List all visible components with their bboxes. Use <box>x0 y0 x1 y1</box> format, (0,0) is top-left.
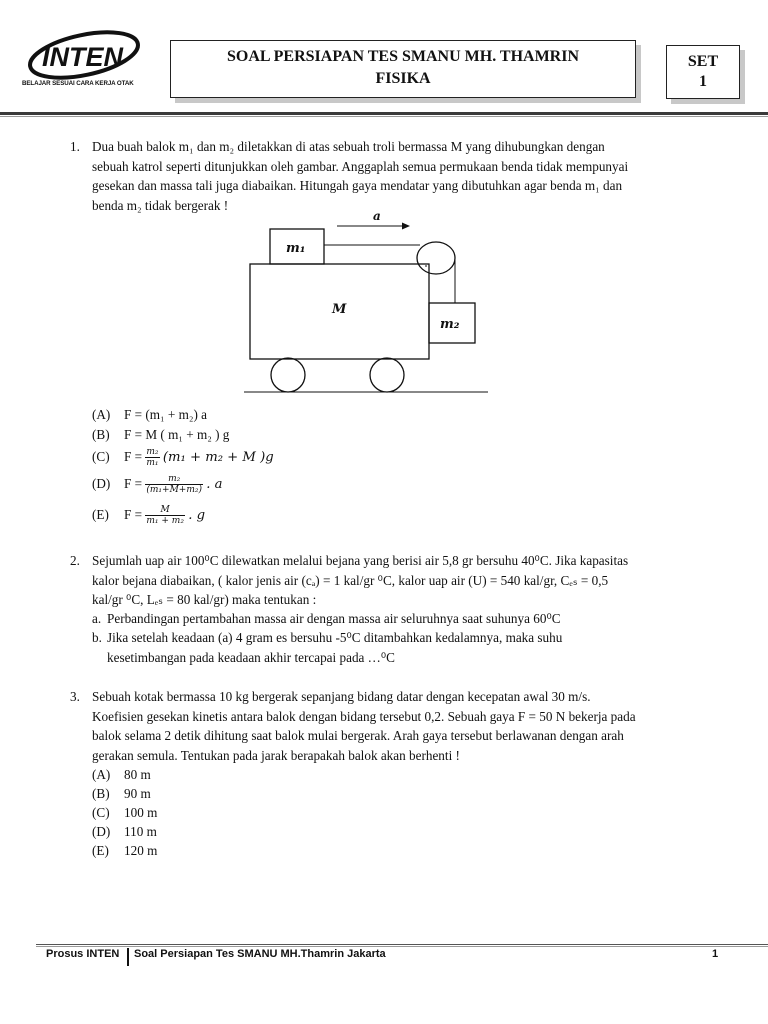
set-number: 1 <box>699 73 707 90</box>
question-text-line: sebuah katrol seperti ditunjukkan oleh gambar. Anggaplah semua permukaan benda tidak mempunyai <box>92 158 629 174</box>
option-d <box>92 474 223 495</box>
option-prefix: F = <box>124 507 143 522</box>
option-label: (A) <box>92 767 111 782</box>
option-text: 110 m <box>124 824 157 839</box>
option-prefix: F = <box>124 476 143 491</box>
logo-text: INTEN <box>42 42 123 72</box>
page-header <box>0 0 768 118</box>
option-label: (C) <box>92 449 110 464</box>
label-m2: m₂ <box>440 317 460 332</box>
option-text: 100 m <box>124 805 158 820</box>
option-fraction <box>145 505 185 526</box>
question-text-line: Dua buah balok m₁ dan m₂ diletakkan di atas sebuah troli bermassa M yang dihubungkan dengan <box>92 139 605 154</box>
option-c <box>92 803 157 823</box>
set-box <box>666 45 740 99</box>
option-c <box>92 447 274 468</box>
option-label: (A) <box>92 407 111 422</box>
option-text: 90 m <box>124 786 151 801</box>
sub-item-text: Perbandingan pertambahan massa air dengan massa air seluruhnya saat suhunya 60⁰C <box>107 611 561 626</box>
fraction-numerator: m₂ <box>145 474 203 485</box>
option-text: 80 m <box>124 767 151 782</box>
question-text-line: gerakan semula. Tentukan pada jarak berapakah balok akan berhenti ! <box>92 747 460 763</box>
option-a <box>92 405 207 425</box>
label-acceleration: a <box>373 209 381 223</box>
option-prefix: F = <box>124 449 143 464</box>
question-text-line: Sejumlah uap air 100⁰C dilewatkan melalui bejana yang berisi air 5,8 gr bersuhu 40⁰C. Jika kapasitas <box>92 553 629 568</box>
sub-item-label: a. <box>92 611 102 626</box>
label-M: M <box>332 302 347 317</box>
option-d <box>92 822 157 842</box>
footer-separator <box>127 948 129 966</box>
option-b <box>92 784 151 804</box>
fraction-denominator: m₁ + m₂ <box>146 516 184 527</box>
option-label: (B) <box>92 786 110 801</box>
header-rule <box>0 112 768 115</box>
question-number: 2. <box>70 553 80 568</box>
option-fraction <box>145 474 203 495</box>
question-text-line: benda m₂ tidak bergerak ! <box>92 197 229 213</box>
question-text-line: Sebuah kotak bermassa 10 kg bergerak sepanjang bidang datar dengan kecepatan awal 30 m/s. <box>92 689 591 704</box>
question-text-line: gesekan dan massa tali juga diabaikan. Hitungah gaya mendatar yang dibutuhkan agar benda m₁ dan <box>92 178 623 193</box>
fraction-denominator: (m₁+M+m₂) <box>146 485 202 496</box>
question-text-line: balok selama 2 detik dihitung saat balok mulai bergerak. Arah gaya tersebut berlawanan dengan arah <box>92 728 624 743</box>
footer-rule-thin <box>36 946 768 947</box>
option-text: F = (m₁ + m₂) a <box>124 407 208 422</box>
option-label: (D) <box>92 476 111 491</box>
option-e <box>92 841 157 861</box>
option-label: (E) <box>92 843 109 858</box>
sub-item-text: kesetimbangan pada keadaan akhir tercapai pada …⁰C <box>107 649 395 665</box>
option-label: (C) <box>92 805 110 820</box>
logo-tagline: BELAJAR SESUAI CARA KERJA OTAK <box>22 80 134 87</box>
fraction-denominator: m₁ <box>146 458 159 469</box>
sub-item-label: b. <box>92 630 102 645</box>
question-text-line: Koefisien gesekan kinetis antara balok dengan bidang tersebut 0,2. Sebuah gaya F = 50 N bekerja pada <box>92 708 636 724</box>
option-label: (E) <box>92 507 109 522</box>
option-expression: . a <box>206 477 223 492</box>
document-title: SOAL PERSIAPAN TES SMANU MH. THAMRIN <box>226 48 580 65</box>
question-text-line: kalor bejana diabaikan, ( kalor jenis air (cₐ) = 1 kal/gr ⁰C, kalor uap air (U) = 540 kal/gr, Cₑₛ = 0,5 <box>92 572 609 588</box>
footer-center: Soal Persiapan Tes SMANU MH.Thamrin Jakarta <box>134 948 386 960</box>
document-subject: FISIKA <box>375 70 431 87</box>
fraction-numerator: m₂ <box>146 447 159 458</box>
option-e <box>92 505 205 526</box>
page-number: 1 <box>712 948 719 960</box>
set-label: SET <box>687 53 719 70</box>
option-text: 120 m <box>124 843 158 858</box>
inten-logo <box>22 30 152 102</box>
option-label: (B) <box>92 427 110 442</box>
trolley-pulley-diagram <box>240 205 500 400</box>
fraction-numerator: M <box>145 505 185 516</box>
option-expression: . g <box>188 508 206 523</box>
option-label: (D) <box>92 824 111 839</box>
footer-left: Prosus INTEN <box>46 948 120 960</box>
footer-rule <box>36 944 768 945</box>
sub-item-text: Jika setelah keadaan (a) 4 gram es bersuhu -5⁰C ditambahkan kedalamnya, maka suhu <box>107 630 563 645</box>
question-number: 3. <box>70 689 80 704</box>
question-number: 1. <box>70 139 80 154</box>
label-m1: m₁ <box>286 241 306 256</box>
option-text: F = M ( m₁ + m₂ ) g <box>124 427 230 442</box>
option-b <box>92 425 229 445</box>
header-rule-thin <box>0 116 768 117</box>
question-text-line: kal/gr ⁰C, Lₑₛ = 80 kal/gr) maka tentukan : <box>92 592 317 607</box>
option-fraction <box>145 447 159 468</box>
option-expression: (m₁ + m₂ + M )g <box>162 450 274 465</box>
option-a <box>92 765 151 785</box>
title-box <box>170 40 636 98</box>
